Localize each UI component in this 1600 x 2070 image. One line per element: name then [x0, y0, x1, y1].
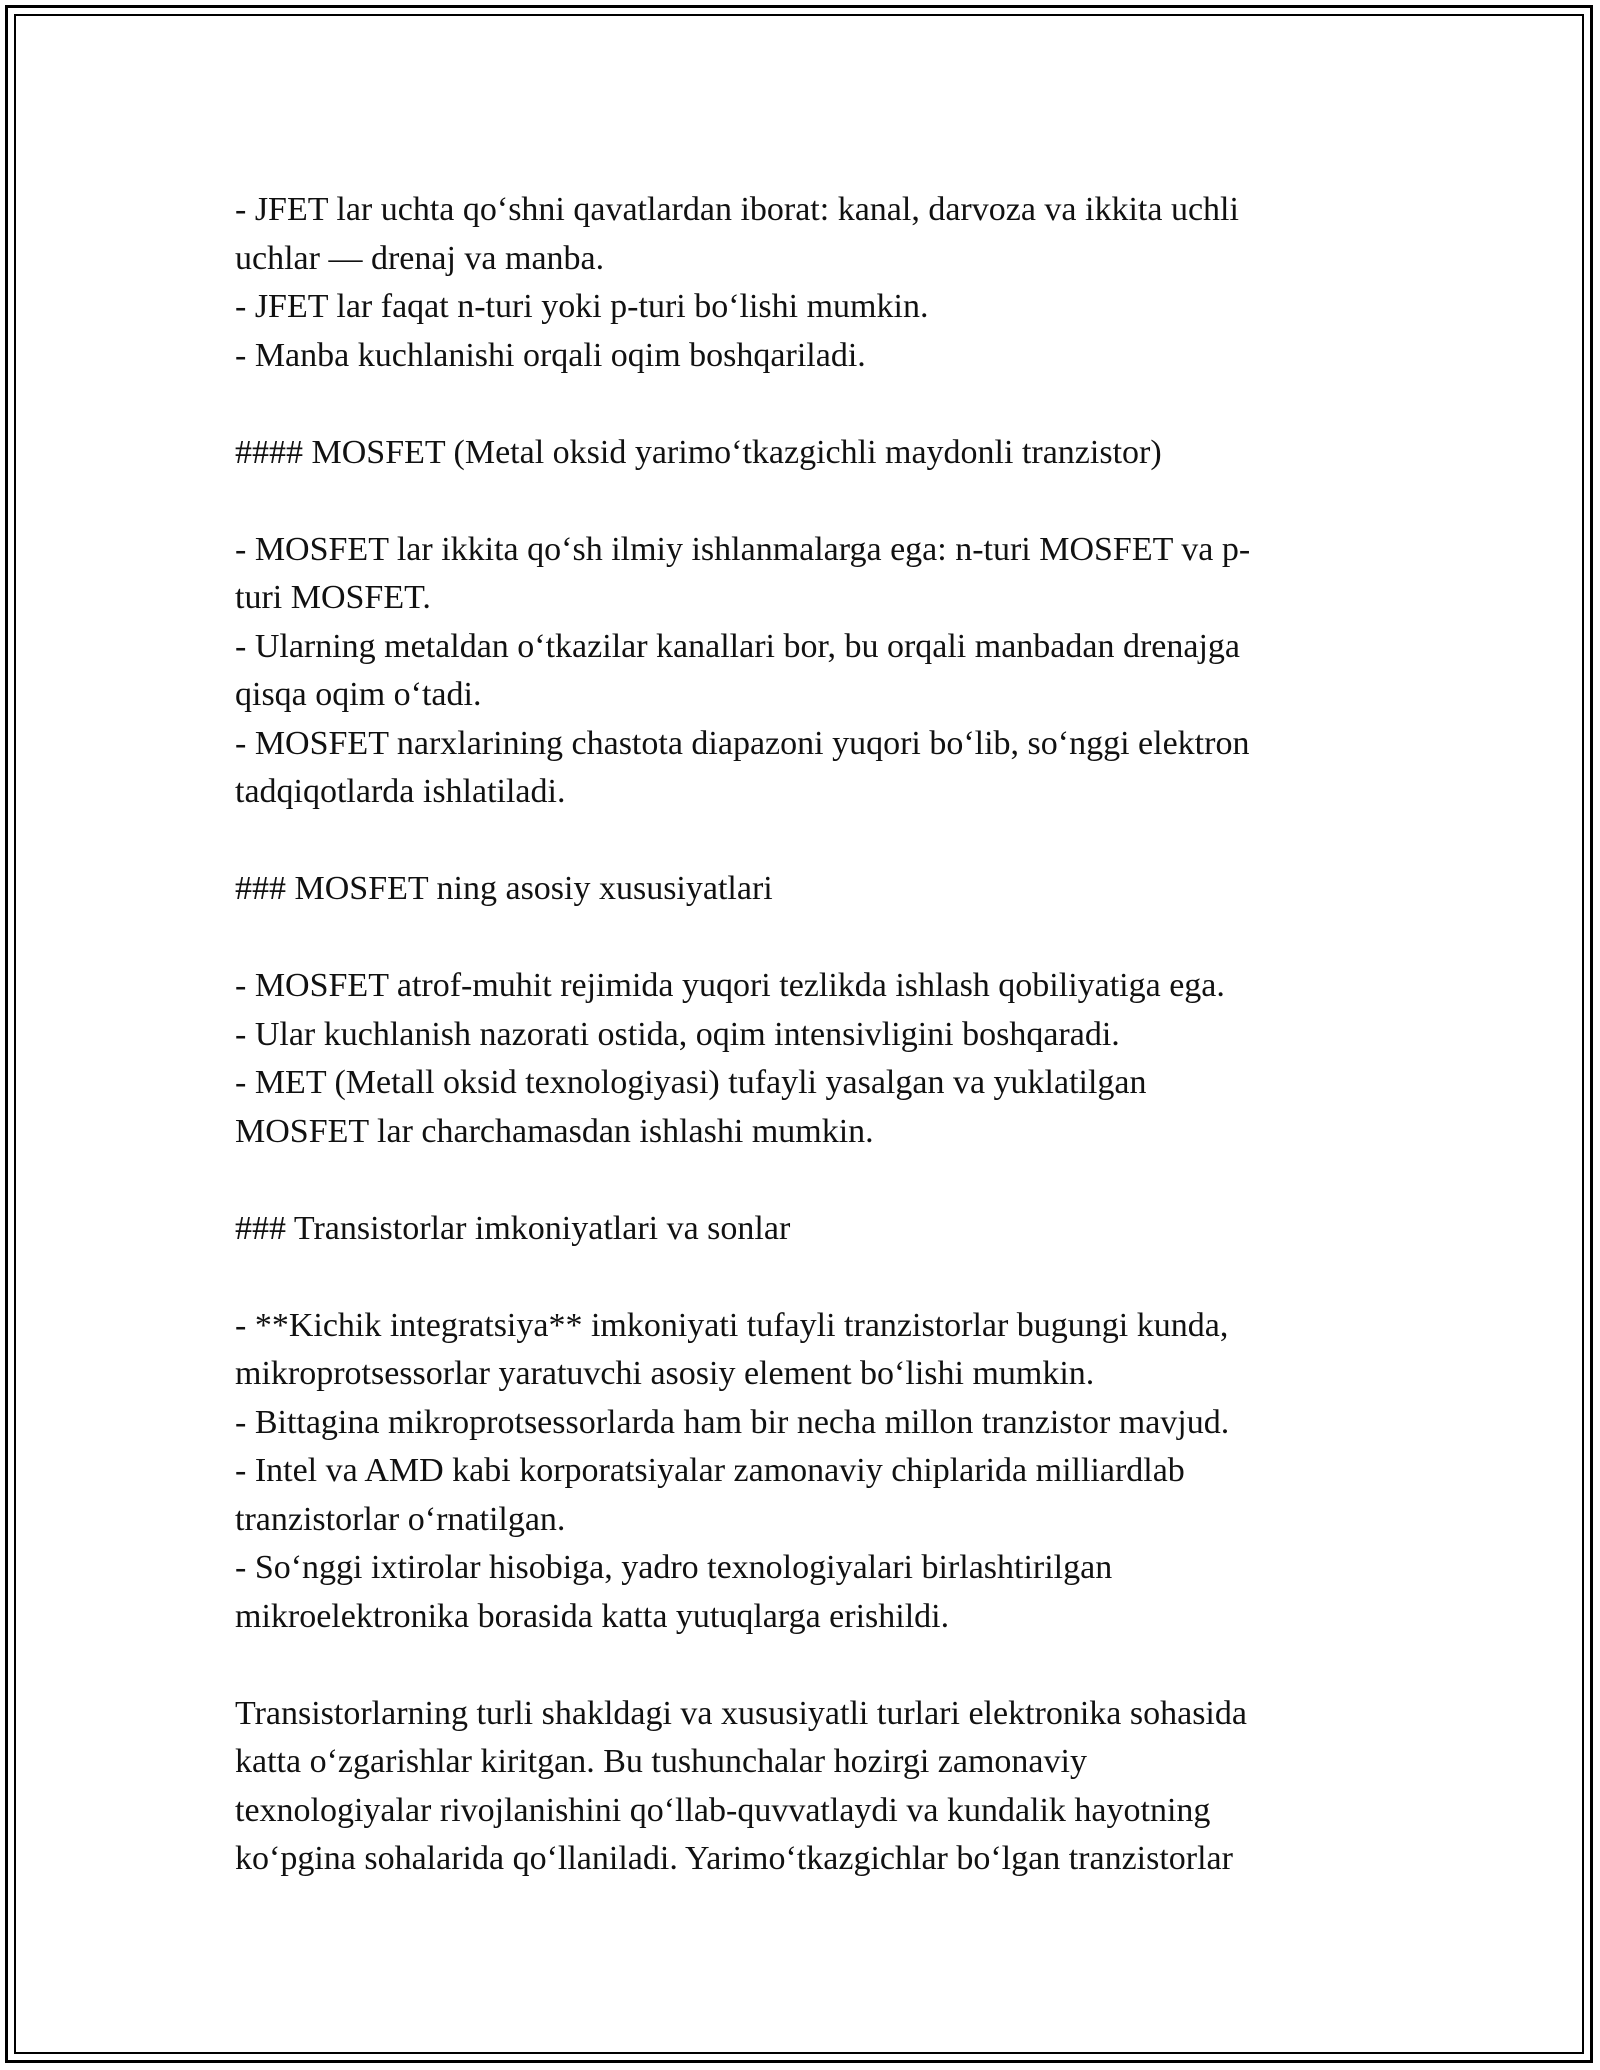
text-line: - MOSFET narxlarining chastota diapazoni yuqori bo‘lib, so‘nggi elektron — [235, 724, 1250, 762]
text-line: - Ular kuchlanish nazorati ostida, oqim intensivligini boshqaradi. — [235, 1015, 1120, 1053]
mosfet-heading: #### MOSFET (Metal oksid yarimo‘tkazgichli maydonli tranzistor) — [235, 433, 1162, 471]
text-line: mikroprotsessorlar yaratuvchi asosiy element bo‘lishi mumkin. — [235, 1355, 1095, 1392]
text-line: - JFET lar uchta qo‘shni qavatlardan iborat: kanal, darvoza va ikkita uchli — [235, 191, 1239, 228]
features-heading: ### MOSFET ning asosiy xususiyatlari — [235, 870, 773, 907]
text-line: texnologiyalar rivojlanishini qo‘llab-quvvatlaydi va kundalik hayotning — [235, 1791, 1211, 1829]
text-line: mikroelektronika borasida katta yutuqlarga erishildi. — [235, 1597, 950, 1635]
list-item — [235, 1399, 1355, 1448]
text-line: MOSFET lar charchamasdan ishlashi mumkin. — [235, 1112, 874, 1150]
list-item — [235, 720, 1355, 817]
text-line: turi MOSFET. — [235, 579, 431, 616]
features-bullet-list — [235, 962, 1355, 1156]
text-line: ko‘pgina sohalarida qo‘llaniladi. Yarimo‘tkazgichlar bo‘lgan tranzistorlar — [235, 1840, 1233, 1877]
text-line: - Bittagina mikroprotsessorlarda ham bir necha millon tranzistor mavjud. — [235, 1403, 1230, 1441]
list-item — [235, 283, 1355, 332]
text-line: katta o‘zgarishlar kiritgan. Bu tushunchalar hozirgi zamonaviy — [235, 1743, 1087, 1780]
mosfet-bullet-list — [235, 526, 1355, 817]
list-item — [235, 1302, 1355, 1399]
paragraph-gap — [235, 1253, 1355, 1302]
text-line: uchlar — drenaj va manba. — [235, 239, 605, 277]
list-item — [235, 962, 1355, 1011]
paragraph-gap — [235, 914, 1355, 963]
text-line: - MOSFET lar ikkita qo‘sh ilmiy ishlanmalarga ega: n-turi MOSFET va p- — [235, 530, 1251, 568]
list-item — [235, 1059, 1355, 1156]
paragraph-gap — [235, 1156, 1355, 1205]
list-item — [235, 1011, 1355, 1060]
text-line: - Ularning metaldan o‘tkazilar kanallari bor, bu orqali manbadan drenajga — [235, 627, 1241, 665]
document-body — [235, 186, 1355, 1884]
jfet-bullet-list — [235, 186, 1355, 380]
paragraph-gap — [235, 477, 1355, 526]
paragraph-gap — [235, 380, 1355, 429]
text-line: - MET (Metall oksid texnologiyasi) tufayli yasalgan va yuklatilgan — [235, 1064, 1147, 1101]
list-item — [235, 332, 1355, 381]
list-item — [235, 1544, 1355, 1641]
text-line: tranzistorlar o‘rnatilgan. — [235, 1500, 566, 1538]
list-item — [235, 1447, 1355, 1544]
text-line: - Manba kuchlanishi orqali oqim boshqariladi. — [235, 336, 866, 374]
capabilities-heading: ### Transistorlar imkoniyatlari va sonlar — [235, 1209, 791, 1247]
text-line: - JFET lar faqat n-turi yoki p-turi bo‘lishi mumkin. — [235, 288, 929, 325]
text-line: Transistorlarning turli shakldagi va xususiyatli turlari elektronika sohasida — [235, 1694, 1247, 1732]
text-line: qisqa oqim o‘tadi. — [235, 676, 482, 713]
paragraph-gap — [235, 817, 1355, 866]
list-item — [235, 186, 1355, 283]
list-item — [235, 526, 1355, 623]
text-line: - **Kichik integratsiya** imkoniyati tufayli tranzistorlar bugungi kunda, — [235, 1306, 1229, 1344]
text-line: - Intel va AMD kabi korporatsiyalar zamonaviy chiplarida milliardlab — [235, 1452, 1185, 1489]
text-line: - MOSFET atrof-muhit rejimida yuqori tezlikda ishlash qobiliyatiga ega. — [235, 967, 1225, 1004]
list-item — [235, 623, 1355, 720]
text-line: tadqiqotlarda ishlatiladi. — [235, 773, 566, 810]
capabilities-bullet-list — [235, 1302, 1355, 1642]
text-line: - So‘nggi ixtirolar hisobiga, yadro texnologiyalari birlashtirilgan — [235, 1549, 1113, 1586]
paragraph-gap — [235, 1641, 1355, 1690]
closing-paragraph — [235, 1690, 1355, 1884]
